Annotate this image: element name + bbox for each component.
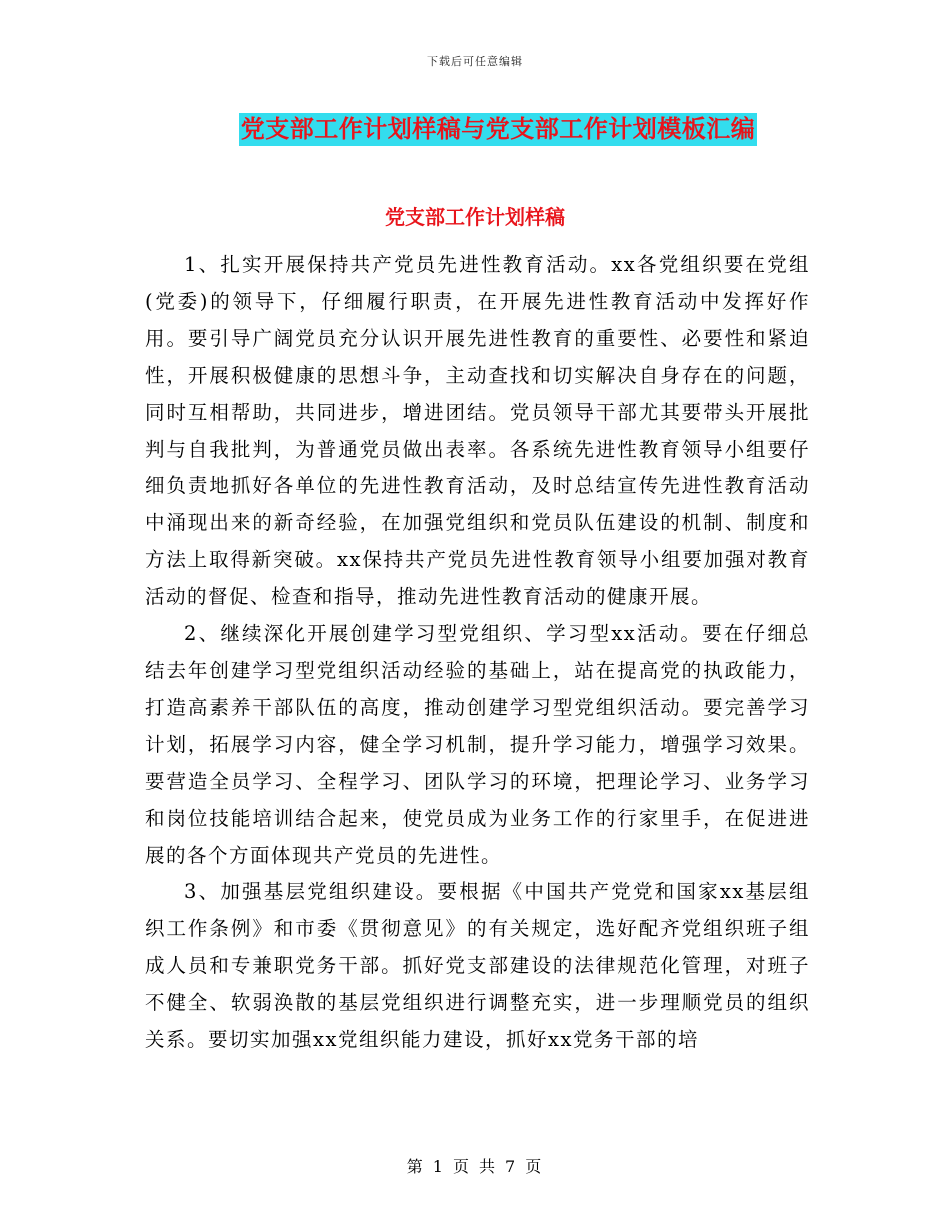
footer-suffix: 页 — [525, 1157, 544, 1176]
paragraph-3: 3、加强基层党组织建设。要根据《中国共产党党和国家xx基层组织工作条例》和市委《贯彻意见》的有关规定，选好配齐党组织班子组成人员和专兼职党务干部。抓好党支部建设的法律规范化管理，对班子不健全、软弱涣散的基层党组织进行调整充实，进一步理顺党员的组织关系。要切实加强xx党组织能力建设，抓好xx党务干部的培 — [145, 880, 810, 1052]
paragraph-2: 2、继续深化开展创建学习型党组织、学习型xx活动。要在仔细总结去年创建学习型党组织活动经验的基础上，站在提高党的执政能力，打造高素养干部队伍的高度，推动创建学习型党组织活动。要完善学习计划，拓展学习内容，健全学习机制，提升学习能力，增强学习效果。要营造全员学习、全程学习、团队学习的环境，把理论学习、业务学习和岗位技能培训结合起来，使党员成为业务工作的行家里手，在促进进展的各个方面体现共产党员的先进性。 — [145, 622, 810, 867]
header-note: 下载后可任意编辑 — [427, 55, 523, 68]
document-body — [145, 247, 810, 1059]
total-pages-number: 7 — [505, 1157, 518, 1176]
paragraph-1: 1、扎实开展保持共产党员先进性教育活动。xx各党组织要在党组(党委)的领导下，仔细履行职责，在开展先进性教育活动中发挥好作用。要引导广阔党员充分认识开展先进性教育的重要性、必要性和紧迫性，开展积极健康的思想斗争，主动查找和切实解决自身存在的问题，同时互相帮助，共同进步，增进团结。党员领导干部尤其要带头开展批判与自我批判，为普通党员做出表率。各系统先进性教育领导小组要仔细负责地抓好各单位的先进性教育活动，及时总结宣传先进性教育活动中涌现出来的新奇经验，在加强党组织和党员队伍建设的机制、制度和方法上取得新突破。xx保持共产党员先进性教育领导小组要加强对教育活动的督促、检查和指导，推动先进性教育活动的健康开展。 — [145, 253, 810, 609]
current-page-number: 1 — [432, 1157, 445, 1176]
page-number-footer — [0, 1154, 950, 1177]
section-title: 党支部工作计划样稿 — [385, 205, 565, 229]
main-title-container — [0, 113, 950, 146]
main-title: 党支部工作计划样稿与党支部工作计划模板汇编 — [239, 113, 758, 146]
footer-prefix: 第 — [406, 1157, 425, 1176]
footer-page-word: 页 — [452, 1157, 471, 1176]
footer-total-prefix: 共 — [479, 1157, 498, 1176]
